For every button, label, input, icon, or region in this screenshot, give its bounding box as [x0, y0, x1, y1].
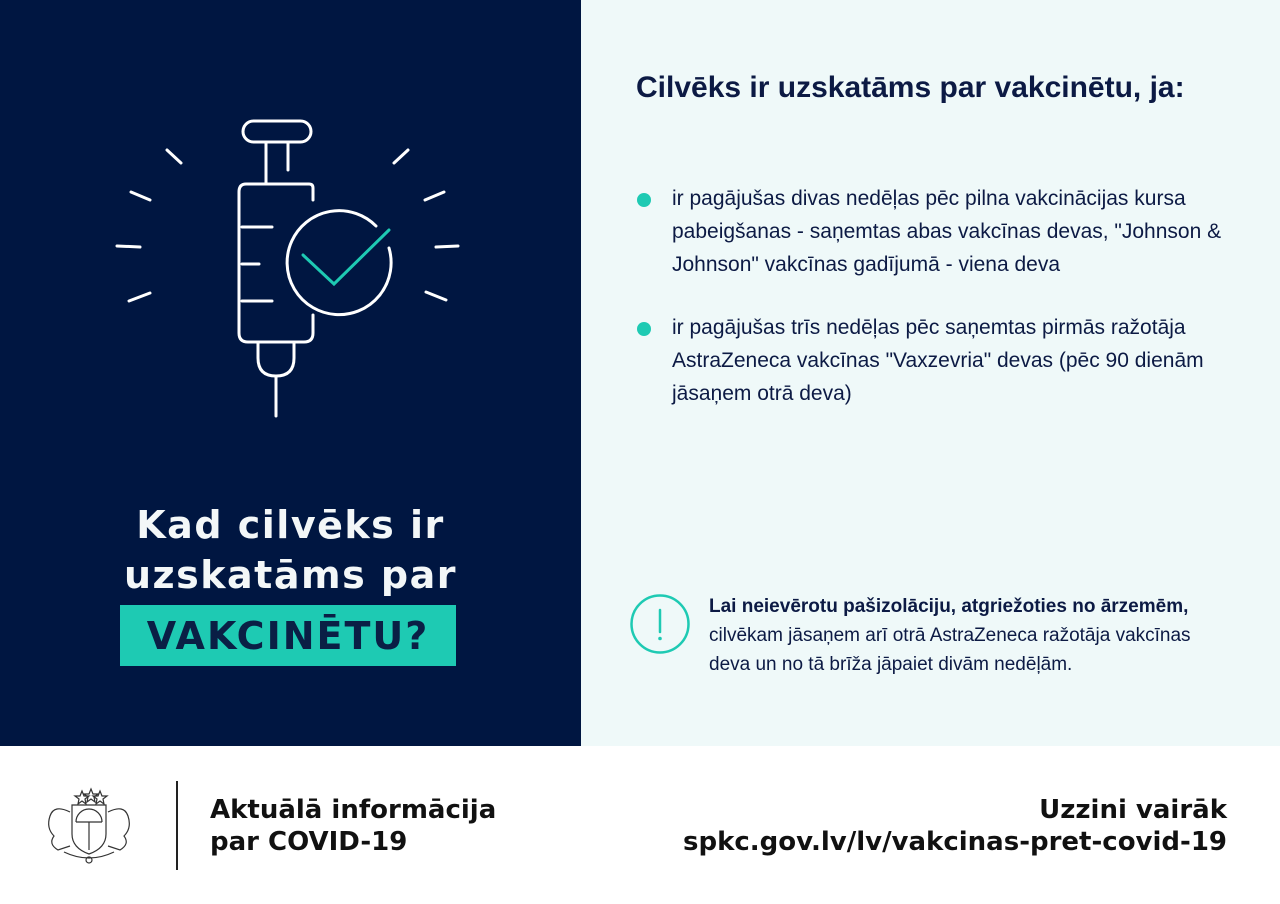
bullet-icon — [637, 322, 651, 336]
exclamation-circle-icon — [629, 593, 691, 655]
notice-rest: cilvēkam jāsaņem arī otrā AstraZeneca ražotāja vakcīnas deva un no tā brīža jāpaiet divām nedēļām. — [709, 625, 1191, 675]
footer-info-line-1: Aktuālā informācija — [210, 795, 497, 825]
heading-line-2: uzskatāms par — [123, 553, 458, 597]
criteria-list — [636, 182, 1246, 440]
left-heading — [0, 500, 581, 600]
syringe-check-icon — [100, 100, 480, 430]
criteria-text: ir pagājušas trīs nedēļas pēc saņemtas pirmās ražotāja AstraZeneca vakcīnas "Vaxzevria" devas (pēc 90 dienām jāsaņem otrā deva) — [672, 316, 1204, 405]
bullet-icon — [637, 193, 651, 207]
left-panel — [0, 0, 581, 746]
coat-of-arms-icon — [40, 786, 138, 866]
learn-more-label: Uzzini vairāk — [1039, 795, 1227, 825]
learn-more-url[interactable]: spkc.gov.lv/lv/vakcinas-pret-covid-19 — [683, 827, 1227, 857]
criteria-text: ir pagājušas divas nedēļas pēc pilna vakcinācijas kursa pabeigšanas - saņemtas abas vakcīnas devas, "Johnson & Johnson" vakcīnas gadījumā - viena deva — [672, 187, 1222, 276]
heading-line-1: Kad cilvēks ir — [136, 503, 445, 547]
notice-bold: Lai neievērotu pašizolāciju, atgriežoties no ārzemēm, — [709, 596, 1189, 617]
footer-info — [210, 794, 496, 858]
footer-divider — [176, 781, 178, 870]
criteria-title: Cilvēks ir uzskatāms par vakcinētu, ja: — [636, 71, 1185, 104]
highlight-text: VAKCINĒTU? — [146, 613, 430, 658]
criteria-item — [636, 311, 1246, 410]
highlight-box — [120, 605, 456, 666]
notice-text — [709, 592, 1229, 679]
footer-info-line-2: par COVID-19 — [210, 827, 408, 857]
footer-learn-more — [683, 794, 1227, 858]
criteria-item — [636, 182, 1246, 281]
